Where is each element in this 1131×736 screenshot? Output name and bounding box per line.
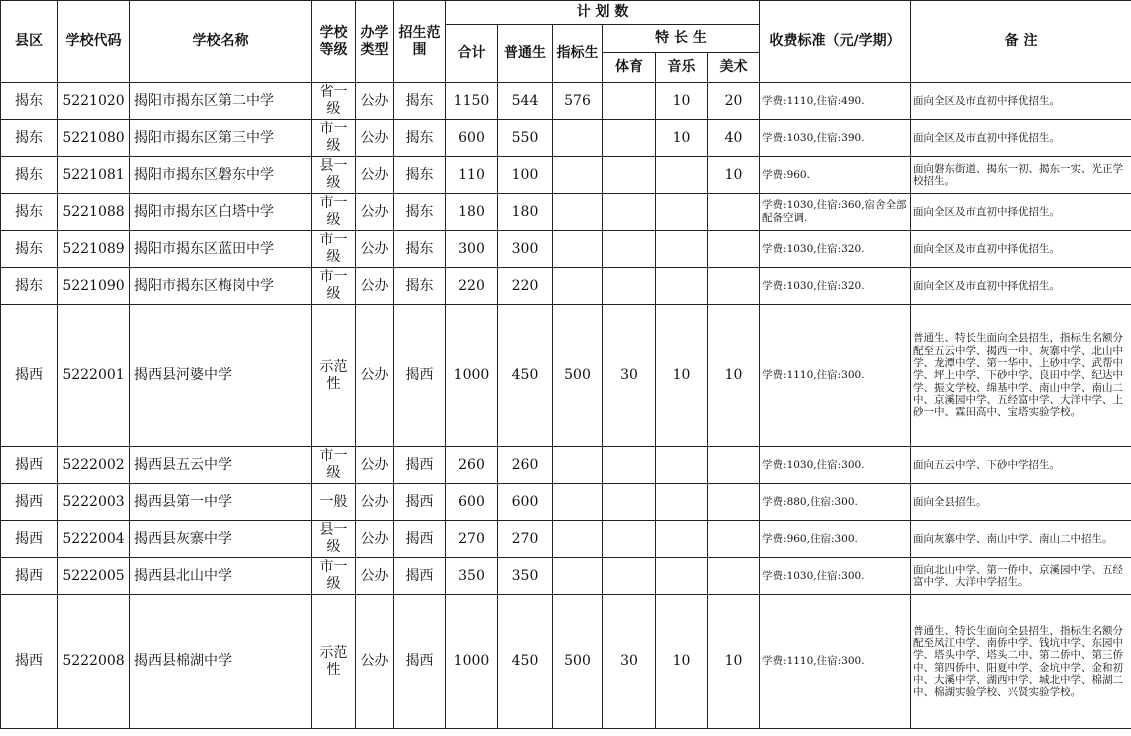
cell-name: 揭阳市揭东区磐东中学 (130, 157, 312, 194)
cell-scope: 揭西 (394, 558, 446, 595)
cell-quota (553, 194, 603, 231)
cell-scope: 揭东 (394, 157, 446, 194)
cell-code: 5221088 (58, 194, 130, 231)
cell-fee: 学费:1030,住宿:320. (760, 231, 911, 268)
header-total: 合计 (446, 25, 498, 83)
cell-quota: 576 (553, 83, 603, 120)
cell-fee: 学费:960,住宿:300. (760, 521, 911, 558)
cell-quota (553, 120, 603, 157)
cell-level: 县一级 (312, 521, 356, 558)
cell-name: 揭阳市揭东区梅岗中学 (130, 268, 312, 305)
cell-art: 10 (708, 157, 760, 194)
table-row (1, 305, 1131, 447)
cell-level: 市一级 (312, 447, 356, 484)
cell-music (656, 157, 708, 194)
cell-music: 10 (656, 305, 708, 447)
cell-quota (553, 558, 603, 595)
cell-total: 300 (446, 231, 498, 268)
cell-district: 揭东 (1, 83, 58, 120)
table-row (1, 595, 1131, 729)
cell-level: 示范性 (312, 595, 356, 729)
cell-art (708, 521, 760, 558)
cell-sport (603, 157, 656, 194)
cell-quota (553, 447, 603, 484)
cell-scope: 揭西 (394, 484, 446, 521)
cell-scope: 揭东 (394, 268, 446, 305)
cell-art (708, 484, 760, 521)
cell-type: 公办 (356, 305, 394, 447)
cell-district: 揭西 (1, 595, 58, 729)
header-plan: 计 划 数 (446, 1, 760, 25)
cell-name: 揭阳市揭东区白塔中学 (130, 194, 312, 231)
cell-music (656, 484, 708, 521)
cell-total: 600 (446, 120, 498, 157)
cell-fee: 学费:1030,住宿:360,宿舍全部配备空调. (760, 194, 911, 231)
cell-quota (553, 521, 603, 558)
cell-total: 1000 (446, 595, 498, 729)
cell-art (708, 194, 760, 231)
cell-name: 揭西县北山中学 (130, 558, 312, 595)
cell-sport: 30 (603, 595, 656, 729)
cell-level: 市一级 (312, 268, 356, 305)
cell-scope: 揭西 (394, 595, 446, 729)
cell-level: 市一级 (312, 120, 356, 157)
header-name: 学校名称 (130, 1, 312, 83)
cell-fee: 学费:880,住宿:300. (760, 484, 911, 521)
header-district: 县区 (1, 1, 58, 83)
cell-fee: 学费:1030,住宿:300. (760, 558, 911, 595)
cell-note: 面向全区及市直初中择优招生。 (911, 83, 1131, 120)
cell-scope: 揭西 (394, 521, 446, 558)
table-row (1, 484, 1131, 521)
cell-music (656, 268, 708, 305)
cell-note: 面向全县招生。 (911, 484, 1131, 521)
cell-fee: 学费:1110,住宿:300. (760, 595, 911, 729)
header-fee: 收费标准（元/学期） (760, 1, 911, 83)
cell-level: 示范性 (312, 305, 356, 447)
cell-art (708, 447, 760, 484)
cell-type: 公办 (356, 194, 394, 231)
cell-music (656, 194, 708, 231)
table-row (1, 231, 1131, 268)
cell-music (656, 521, 708, 558)
cell-name: 揭西县河婆中学 (130, 305, 312, 447)
cell-regular: 550 (498, 120, 553, 157)
cell-note: 面向灰寨中学、南山中学、南山二中招生。 (911, 521, 1131, 558)
cell-note: 面向全区及市直初中择优招生。 (911, 120, 1131, 157)
header-music: 音乐 (656, 53, 708, 83)
cell-art (708, 558, 760, 595)
cell-name: 揭西县五云中学 (130, 447, 312, 484)
cell-art: 10 (708, 305, 760, 447)
table-row (1, 120, 1131, 157)
cell-total: 180 (446, 194, 498, 231)
cell-level: 省一级 (312, 83, 356, 120)
cell-regular: 350 (498, 558, 553, 595)
cell-regular: 270 (498, 521, 553, 558)
cell-regular: 180 (498, 194, 553, 231)
table-row (1, 447, 1131, 484)
cell-district: 揭西 (1, 558, 58, 595)
cell-code: 5222008 (58, 595, 130, 729)
cell-regular: 450 (498, 595, 553, 729)
cell-name: 揭阳市揭东区蓝田中学 (130, 231, 312, 268)
cell-code: 5221090 (58, 268, 130, 305)
cell-name: 揭阳市揭东区第二中学 (130, 83, 312, 120)
cell-sport (603, 521, 656, 558)
header-art: 美术 (708, 53, 760, 83)
cell-type: 公办 (356, 83, 394, 120)
cell-note: 普通生、特长生面向全县招生，指标生名额分配至五云中学、揭西一中、灰寨中学、北山中学、龙潭中学、第一华中、上砂中学、武帮中学、坪上中学、下砂中学、良田中学、纪达中学、振文学校、绵基中学、南山中学、南山二中、京溪园中学、五经富中学、大洋中学、上砂一中、霖田高中、宝塔实验学校。 (911, 305, 1131, 447)
cell-total: 270 (446, 521, 498, 558)
cell-regular: 544 (498, 83, 553, 120)
cell-note: 面向全区及市直初中择优招生。 (911, 268, 1131, 305)
cell-art (708, 268, 760, 305)
cell-sport (603, 447, 656, 484)
cell-quota (553, 268, 603, 305)
cell-art (708, 231, 760, 268)
header-scope: 招生范围 (394, 1, 446, 83)
cell-type: 公办 (356, 595, 394, 729)
cell-sport (603, 268, 656, 305)
cell-music: 10 (656, 595, 708, 729)
header-note: 备 注 (911, 1, 1131, 83)
cell-code: 5221080 (58, 120, 130, 157)
cell-name: 揭阳市揭东区第三中学 (130, 120, 312, 157)
cell-sport (603, 484, 656, 521)
cell-total: 110 (446, 157, 498, 194)
cell-level: 市一级 (312, 231, 356, 268)
cell-type: 公办 (356, 120, 394, 157)
cell-sport (603, 558, 656, 595)
header-quota: 指标生 (553, 25, 603, 83)
cell-sport (603, 194, 656, 231)
table-row (1, 83, 1131, 120)
cell-art: 20 (708, 83, 760, 120)
cell-regular: 220 (498, 268, 553, 305)
cell-total: 260 (446, 447, 498, 484)
cell-district: 揭东 (1, 120, 58, 157)
cell-music (656, 558, 708, 595)
cell-type: 公办 (356, 231, 394, 268)
cell-note: 面向全区及市直初中择优招生。 (911, 194, 1131, 231)
cell-code: 5222001 (58, 305, 130, 447)
cell-art: 40 (708, 120, 760, 157)
cell-code: 5221081 (58, 157, 130, 194)
cell-name: 揭西县棉湖中学 (130, 595, 312, 729)
header-level: 学校等级 (312, 1, 356, 83)
cell-district: 揭西 (1, 305, 58, 447)
cell-type: 公办 (356, 484, 394, 521)
cell-type: 公办 (356, 558, 394, 595)
cell-note: 面向磐东街道、揭东一初、揭东一实、光正学校招生。 (911, 157, 1131, 194)
cell-regular: 260 (498, 447, 553, 484)
table-row (1, 558, 1131, 595)
cell-regular: 300 (498, 231, 553, 268)
cell-level: 市一级 (312, 558, 356, 595)
cell-music: 10 (656, 83, 708, 120)
header-sport: 体育 (603, 53, 656, 83)
table-row (1, 157, 1131, 194)
cell-type: 公办 (356, 447, 394, 484)
cell-level: 一般 (312, 484, 356, 521)
cell-code: 5221089 (58, 231, 130, 268)
cell-fee: 学费:1110,住宿:490. (760, 83, 911, 120)
cell-district: 揭东 (1, 157, 58, 194)
cell-scope: 揭西 (394, 447, 446, 484)
cell-district: 揭西 (1, 521, 58, 558)
cell-type: 公办 (356, 521, 394, 558)
table-row (1, 268, 1131, 305)
cell-note: 普通生、特长生面向全县招生，指标生名额分配至凤江中学、南侨中学、钱坑中学、东园中学、塔头中学、塔头二中、第二侨中、第三侨中、第四侨中、阳夏中学、金坑中学、金和初中、大溪中学、湖西中学、城北中学、棉湖二中、棉湖实验学校、兴贤实验学校。 (911, 595, 1131, 729)
cell-district: 揭东 (1, 231, 58, 268)
cell-art: 10 (708, 595, 760, 729)
cell-district: 揭西 (1, 484, 58, 521)
cell-district: 揭西 (1, 447, 58, 484)
cell-total: 220 (446, 268, 498, 305)
cell-scope: 揭东 (394, 83, 446, 120)
cell-code: 5222005 (58, 558, 130, 595)
table-row (1, 194, 1131, 231)
cell-district: 揭东 (1, 268, 58, 305)
cell-note: 面向五云中学、下砂中学招生。 (911, 447, 1131, 484)
cell-regular: 450 (498, 305, 553, 447)
cell-total: 1150 (446, 83, 498, 120)
cell-quota: 500 (553, 305, 603, 447)
cell-music (656, 231, 708, 268)
cell-music (656, 447, 708, 484)
cell-name: 揭西县第一中学 (130, 484, 312, 521)
cell-code: 5222003 (58, 484, 130, 521)
cell-note: 面向北山中学、第一侨中、京溪园中学、五经富中学、大洋中学招生。 (911, 558, 1131, 595)
cell-type: 公办 (356, 157, 394, 194)
cell-quota: 500 (553, 595, 603, 729)
cell-scope: 揭东 (394, 120, 446, 157)
cell-district: 揭东 (1, 194, 58, 231)
cell-regular: 600 (498, 484, 553, 521)
cell-scope: 揭西 (394, 305, 446, 447)
cell-name: 揭西县灰寨中学 (130, 521, 312, 558)
cell-quota (553, 231, 603, 268)
cell-scope: 揭东 (394, 194, 446, 231)
cell-code: 5221020 (58, 83, 130, 120)
cell-type: 公办 (356, 268, 394, 305)
cell-total: 1000 (446, 305, 498, 447)
cell-total: 600 (446, 484, 498, 521)
cell-sport (603, 120, 656, 157)
header-type: 办学类型 (356, 1, 394, 83)
cell-fee: 学费:1030,住宿:300. (760, 447, 911, 484)
cell-fee: 学费:1030,住宿:320. (760, 268, 911, 305)
cell-quota (553, 484, 603, 521)
cell-regular: 100 (498, 157, 553, 194)
header-code: 学校代码 (58, 1, 130, 83)
header-regular: 普通生 (498, 25, 553, 83)
cell-scope: 揭东 (394, 231, 446, 268)
cell-fee: 学费:1110,住宿:300. (760, 305, 911, 447)
cell-code: 5222002 (58, 447, 130, 484)
cell-music: 10 (656, 120, 708, 157)
cell-total: 350 (446, 558, 498, 595)
header-special: 特 长 生 (603, 25, 760, 53)
cell-fee: 学费:960. (760, 157, 911, 194)
cell-fee: 学费:1030,住宿:390. (760, 120, 911, 157)
table-row (1, 521, 1131, 558)
cell-sport: 30 (603, 305, 656, 447)
cell-quota (553, 157, 603, 194)
cell-sport (603, 231, 656, 268)
cell-level: 县一级 (312, 157, 356, 194)
cell-note: 面向全区及市直初中择优招生。 (911, 231, 1131, 268)
cell-code: 5222004 (58, 521, 130, 558)
cell-level: 市一级 (312, 194, 356, 231)
cell-sport (603, 83, 656, 120)
